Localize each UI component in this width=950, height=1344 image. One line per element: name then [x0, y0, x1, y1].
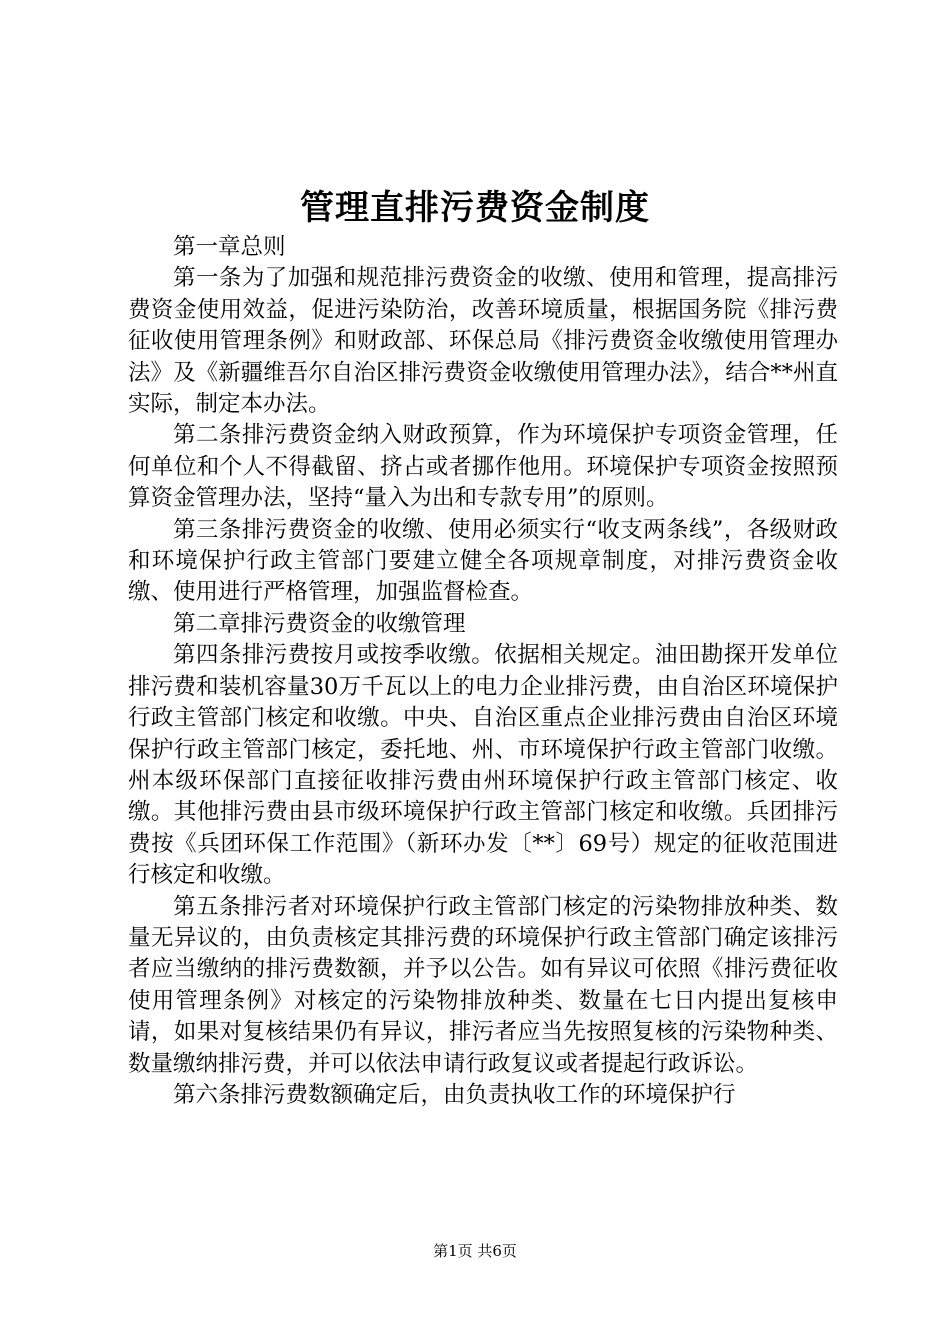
- article-paragraph: 第五条排污者对环境保护行政主管部门核定的污染物排放种类、数量无异议的，由负责核定其排污费的环境保护行政主管部门确定该排污者应当缴纳的排污费数额，并予以公告。如有异议可依照《排污费征收使用管理条例》对核定的污染物排放种类、数量在七日内提出复核申请，如果对复核结果仍有异议，排污者应当先按照复核的污染物种类、数量缴纳排污费，并可以依法申请行政复议或者提起行政诉讼。: [128, 893, 838, 1077]
- page-number-footer: 第1页 共6页: [433, 1242, 517, 1260]
- chapter-heading: 第二章排污费资金的收缴管理: [173, 610, 466, 637]
- article-paragraph: 第二条排污费资金纳入财政预算，作为环境保护专项资金管理，任何单位和个人不得截留、挤占或者挪作他用。环境保护专项资金按照预算资金管理办法，坚持“量入为出和专款专用”的原则。: [128, 422, 838, 512]
- chapter-heading: 第一章总则: [173, 234, 286, 260]
- document-title: 管理直排污费资金制度: [300, 188, 650, 228]
- article-paragraph: 第一条为了加强和规范排污费资金的收缴、使用和管理，提高排污费资金使用效益，促进污染防治，改善环境质量，根据国务院《排污费征收使用管理条例》和财政部、环保总局《排污费资金收缴使用管理办法》及《新疆维吾尔自治区排污费资金收缴使用管理办法》，结合**州直实际，制定本办法。: [128, 265, 838, 418]
- article-paragraph: 第六条排污费数额确定后，由负责执收工作的环境保护行: [173, 1081, 736, 1108]
- article-paragraph: 第四条排污费按月或按季收缴。依据相关规定。油田勘探开发单位排污费和装机容量30万千瓦以上的电力企业排污费，由自治区环境保护行政主管部门核定和收缴。中央、自治区重点企业排污费由自治区环境保护行政主管部门核定，委托地、州、市环境保护行政主管部门收缴。州本级环保部门直接征收排污费由州环境保护行政主管部门核定、收缴。其他排污费由县市级环境保护行政主管部门核定和收缴。兵团排污费按《兵团环保工作范围》（新环办发〔**〕69号）规定的征收范围进行核定和收缴。: [128, 642, 838, 889]
- article-paragraph: 第三条排污费资金的收缴、使用必须实行“收支两条线”，各级财政和环境保护行政主管部门要建立健全各项规章制度，对排污费资金收缴、使用进行严格管理，加强监督检查。: [128, 516, 838, 606]
- document-body: [128, 232, 838, 1111]
